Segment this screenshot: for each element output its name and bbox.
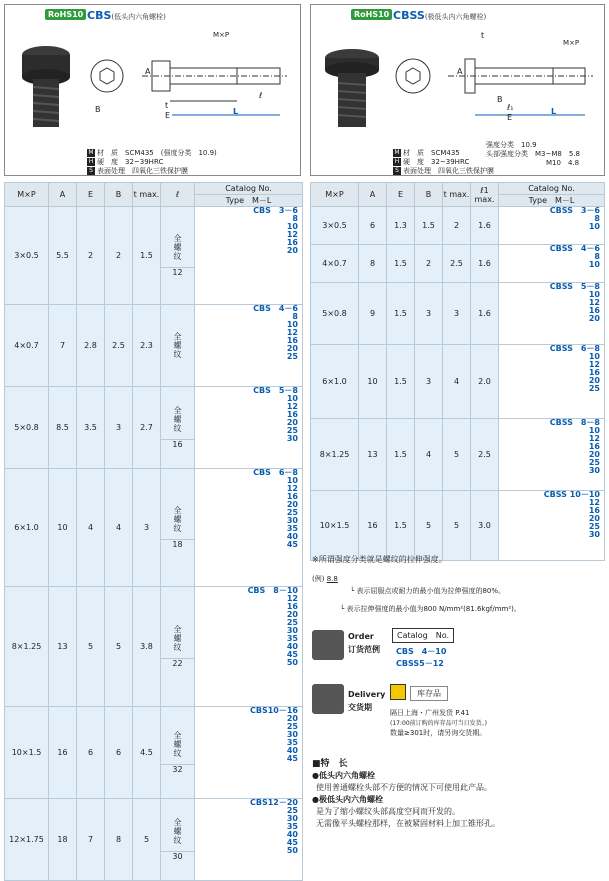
b-cell: 4 [105, 469, 133, 587]
e-cell: 1.5 [387, 245, 415, 283]
size-cell: 6×1.0 [5, 469, 49, 587]
size-cell: 4×0.7 [311, 245, 359, 283]
l1-cell: 2.0 [471, 345, 499, 419]
rohs-badge: RoHS10 [351, 9, 392, 20]
note-line-1: └ 表示屈服点或耐力的最小值为拉伸强度的80%。 [350, 587, 506, 595]
table-row [311, 245, 605, 283]
a-cell: 16 [359, 491, 387, 561]
e-cell: 2 [77, 207, 105, 305]
cbss-dim-l1: ℓ₁ [507, 103, 514, 112]
b-cell: 4 [415, 419, 443, 491]
table-row [5, 305, 303, 387]
catalog-cell: CBS 6－8 10 12 16 20 25 30 35 40 45 [195, 469, 303, 587]
delivery-line-3: 数量≥301时，请另询交货期。 [390, 729, 487, 737]
cbs-drawing [87, 31, 292, 131]
cbss-code: CBSS [393, 9, 425, 22]
delivery-label: Delivery [348, 690, 386, 699]
thread-length-cell: 全螺纹 16 [161, 387, 195, 469]
note-line-2: └ 表示拉伸强度的最小值为800 N/mm²(81.6kgf/mm²)。 [340, 605, 521, 613]
phone-icon [312, 630, 344, 660]
catalog-cell: CBS 5－8 10 12 16 20 25 30 [195, 387, 303, 469]
a-cell: 16 [49, 707, 77, 799]
t-cell: 3.8 [133, 587, 161, 707]
cbs-code: CBS [87, 9, 112, 22]
thread-length-cell: 全螺纹 12 [161, 207, 195, 305]
b-cell: 5 [105, 587, 133, 707]
rohs-badge: RoHS10 [45, 9, 86, 20]
cbs-name: (低头内六角螺栓) [111, 13, 166, 21]
cbss-strength-class: 强度分类 10.9 头部强度分类 M3~M8 5.8 M10 4.8 [486, 141, 580, 167]
e-cell: 1.5 [387, 345, 415, 419]
table-row [311, 283, 605, 345]
cbs-dim-L: L [233, 107, 239, 116]
catalog-cell: CBS 4－6 8 10 12 16 20 25 [195, 305, 303, 387]
b-cell: 3 [415, 345, 443, 419]
size-cell: 8×1.25 [311, 419, 359, 491]
table-row [5, 799, 303, 881]
e-cell: 1.5 [387, 419, 415, 491]
cbs-material: M 材 质 SCM435 (强度分类 10.9) H 硬 度 32~39HRC S 表面处理 四氧化三铁保护膜 [88, 149, 217, 175]
catalog-cell: CBS 8－10 12 16 20 25 30 35 40 45 50 [195, 587, 303, 707]
a-cell: 8 [359, 245, 387, 283]
t-cell: 2.7 [133, 387, 161, 469]
cbs-spec-table [4, 182, 303, 881]
col-type: Type M－L [499, 195, 605, 207]
example-label: (例) 8.8 [312, 575, 338, 583]
b-cell: 2 [415, 245, 443, 283]
stock-icon [390, 684, 406, 700]
catalog-cell: CBSS 3－6 8 10 [499, 207, 605, 245]
col-l1: ℓ1 max. [471, 183, 499, 207]
size-cell: 6×1.0 [311, 345, 359, 419]
a-cell: 8.5 [49, 387, 77, 469]
catalog-cell: CBSS 5－8 10 12 16 20 [499, 283, 605, 345]
a-cell: 10 [49, 469, 77, 587]
truck-icon [312, 684, 344, 714]
b-cell: 1.5 [415, 207, 443, 245]
t-cell: 5 [443, 419, 471, 491]
e-cell: 1.5 [387, 283, 415, 345]
cbs-dim-e: E [165, 111, 171, 120]
table-row [5, 207, 303, 305]
b-cell: 2.5 [105, 305, 133, 387]
cbs-photo [11, 33, 81, 133]
size-cell: 4×0.7 [5, 305, 49, 387]
e-cell: 4 [77, 469, 105, 587]
e-cell: 1.3 [387, 207, 415, 245]
thread-length-cell: 全螺纹 32 [161, 707, 195, 799]
col-e: E [387, 183, 415, 207]
a-cell: 9 [359, 283, 387, 345]
size-cell: 10×1.5 [5, 707, 49, 799]
catalog-cell: CBSS 10－10 12 16 20 25 30 [499, 491, 605, 561]
cbss-mxp-label: M×P [563, 39, 580, 47]
size-cell: 12×1.75 [5, 799, 49, 881]
col-t: t max. [443, 183, 471, 207]
delivery-line-1: 隔日上海・广州发货 P.41 [390, 709, 470, 717]
l1-cell: 1.6 [471, 283, 499, 345]
a-cell: 5.5 [49, 207, 77, 305]
col-type: Type M－L [195, 195, 303, 207]
a-cell: 13 [49, 587, 77, 707]
col-l: ℓ [161, 183, 195, 207]
e-cell: 2.8 [77, 305, 105, 387]
col-b: B [415, 183, 443, 207]
e-cell: 1.5 [387, 491, 415, 561]
b-cell: 8 [105, 799, 133, 881]
cbss-spec-table [310, 182, 605, 561]
e-cell: 5 [77, 587, 105, 707]
cbss-dim-L: L [551, 107, 557, 116]
cbss-photo [317, 33, 387, 133]
col-catalog: Catalog No. [195, 183, 303, 195]
catalog-cell: CBSS 4－6 8 10 [499, 245, 605, 283]
cbss-dim-a: A [457, 67, 463, 76]
size-cell: 5×0.8 [311, 283, 359, 345]
order-label-cn: 订货范例 [348, 645, 380, 654]
t-cell: 3 [443, 283, 471, 345]
cbs-mxp-label: M×P [213, 31, 230, 39]
cbs-dim-b: B [95, 105, 101, 114]
t-cell: 2.5 [443, 245, 471, 283]
table-row [311, 345, 605, 419]
order-example-1: CBS 4－10 [396, 647, 447, 656]
col-mxp: M×P [311, 183, 359, 207]
order-label: Order [348, 632, 374, 641]
features: ■特 长 ●低头内六角螺栓 使用普通螺栓头部不方便的情况下可使用此产品。 ●极低头内六角螺栓 是为了缩小螺纹头部高度空间而开发的。 无需像平头螺栓那样，在被紧固材料上加工锥形孔。 [312, 759, 500, 828]
l1-cell: 2.5 [471, 419, 499, 491]
thread-length-cell: 全螺纹 [161, 305, 195, 387]
t-cell: 2.3 [133, 305, 161, 387]
thread-length-cell: 全螺纹 18 [161, 469, 195, 587]
b-cell: 6 [105, 707, 133, 799]
table-row [311, 491, 605, 561]
cbss-name: (极低头内六角螺栓) [424, 13, 487, 21]
t-cell: 2 [443, 207, 471, 245]
size-cell: 5×0.8 [5, 387, 49, 469]
a-cell: 18 [49, 799, 77, 881]
col-t: t max. [133, 183, 161, 207]
cbss-dim-e: E [507, 113, 513, 122]
col-e: E [77, 183, 105, 207]
cbss-product-card [310, 4, 605, 176]
table-row [311, 419, 605, 491]
table-row [5, 707, 303, 799]
cbs-dim-a: A [145, 67, 151, 76]
e-cell: 3.5 [77, 387, 105, 469]
catalog-cell: CBSS 6－8 10 12 16 20 25 [499, 345, 605, 419]
size-cell: 3×0.5 [311, 207, 359, 245]
thread-length-cell: 全螺纹 30 [161, 799, 195, 881]
catalog-cell: CBSS 8－8 10 12 16 20 25 30 [499, 419, 605, 491]
a-cell: 10 [359, 345, 387, 419]
cbs-product-card [4, 4, 301, 176]
e-cell: 6 [77, 707, 105, 799]
delivery-label-cn: 交货期 [348, 703, 372, 712]
cbs-dim-l: ℓ [259, 91, 263, 100]
size-cell: 10×1.5 [311, 491, 359, 561]
thread-length-cell: 全螺纹 22 [161, 587, 195, 707]
t-cell: 4 [443, 345, 471, 419]
order-example-2: CBSS5－12 [396, 659, 444, 668]
cbss-title [393, 9, 486, 22]
t-cell: 1.5 [133, 207, 161, 305]
table-row [5, 469, 303, 587]
t-cell: 5 [443, 491, 471, 561]
stock-label: 库存品 [410, 686, 448, 701]
a-cell: 13 [359, 419, 387, 491]
order-catalog-title: Catalog No. [392, 628, 454, 643]
catalog-cell: CBS 3－6 8 10 12 16 20 [195, 207, 303, 305]
table-row [311, 207, 605, 245]
table-row [5, 587, 303, 707]
cbs-dim-t: t [165, 101, 169, 110]
col-catalog: Catalog No. [499, 183, 605, 195]
a-cell: 7 [49, 305, 77, 387]
b-cell: 5 [415, 491, 443, 561]
t-cell: 3 [133, 469, 161, 587]
delivery-line-2: (17:00前订购的库存品可当日发货。) [390, 720, 487, 727]
cbs-title [87, 9, 166, 22]
col-a: A [49, 183, 77, 207]
e-cell: 7 [77, 799, 105, 881]
b-cell: 3 [105, 387, 133, 469]
cbss-dim-b: B [497, 95, 503, 104]
l1-cell: 1.6 [471, 207, 499, 245]
cbss-material: M 材 质 SCM435 H 硬 度 32~39HRC S 表面处理 四氧化三铁保护膜 [394, 149, 494, 175]
t-cell: 5 [133, 799, 161, 881]
b-cell: 2 [105, 207, 133, 305]
size-cell: 3×0.5 [5, 207, 49, 305]
b-cell: 3 [415, 283, 443, 345]
catalog-cell: CBS10－16 20 25 30 35 40 45 [195, 707, 303, 799]
table-row [5, 387, 303, 469]
t-cell: 4.5 [133, 707, 161, 799]
col-b: B [105, 183, 133, 207]
l1-cell: 3.0 [471, 491, 499, 561]
l1-cell: 1.6 [471, 245, 499, 283]
cbss-dim-t: t [481, 31, 485, 40]
a-cell: 6 [359, 207, 387, 245]
catalog-cell: CBS12－20 25 30 35 40 45 50 [195, 799, 303, 881]
col-mxp: M×P [5, 183, 49, 207]
size-cell: 8×1.25 [5, 587, 49, 707]
col-a: A [359, 183, 387, 207]
strength-note: ※所谓强度分类就是螺纹的拉伸强度。 [312, 555, 447, 564]
